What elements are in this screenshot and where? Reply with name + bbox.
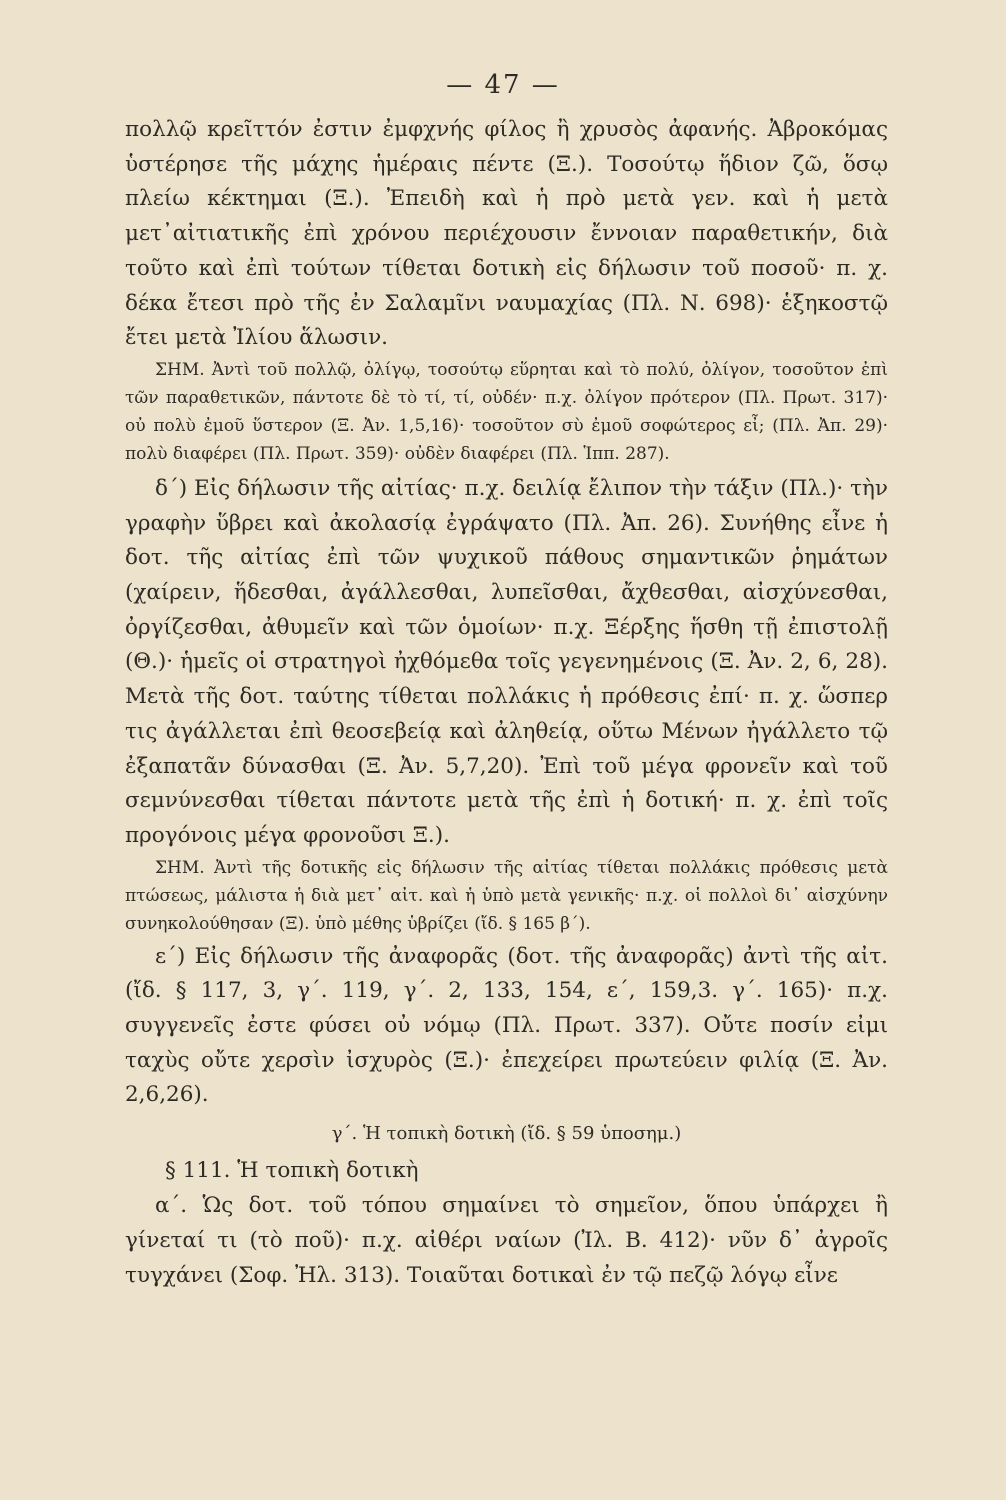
note-cause: ΣΗΜ. Ἀντὶ τῆς δοτικῆς εἰς δήλωσιν τῆς αἰτίας τίθεται πολλάκις πρόθεσις μετὰ πτώσεως, μάλιστα ἡ διὰ μετ᾽ αἰτ. καὶ ἡ ὑπὸ μετὰ γενικῆς· π.χ. οἱ πολλοὶ δι᾽ αἰσχύνην συνηκολούθησαν (Ξ). ὑπὸ μέθης ὑβρίζει (ἴδ. § 165 β΄). bbox=[125, 857, 888, 934]
paragraph-comparative-dative: πολλῷ κρεῖττόν ἐστιν ἐμφχνής φίλος ἢ χρυσὸς ἀφανής. Ἀβροκόμας ὑστέρησε τῆς μάχης ἡμέραις πέντε (Ξ.). Τοσούτῳ ἥδιον ζῶ, ὅσῳ πλείω κέκτημαι (Ξ.). Ἐπειδὴ καὶ ἡ πρὸ μετὰ γεν. καὶ ἡ μετὰ μετ᾽αἰτιατικῆς ἐπὶ χρόνου περιέχουσιν ἔννοιαν παραθετικήν, διὰ τοῦτο καὶ ἐπὶ τούτων τίθεται δοτικὴ εἰς δήλωσιν τοῦ ποσοῦ· π. χ. δέκα ἔτεσι πρὸ τῆς ἐν Σαλαμῖνι ναυμαχίας (Πλ. Ν. 698)· ἑξηκοστῷ ἔτει μετὰ Ἰλίου ἅλωσιν. bbox=[125, 117, 888, 351]
subheading-locative-dative: γ΄. Ἡ τοπικὴ δοτικὴ (ἴδ. § 59 ὑποσημ.) bbox=[331, 1123, 682, 1145]
note-comparative: ΣΗΜ. Ἀντὶ τοῦ πολλῷ, ὀλίγῳ, τοσούτῳ εὕρηται καὶ τὸ πολύ, ὀλίγον, τοσοῦτον ἐπὶ τῶν παραθετικῶν, πάντοτε δὲ τὸ τί, τί, οὐδέν· π.χ. ὀλίγον πρότερον (Πλ. Πρωτ. 317)· οὐ πολὺ ἐμοῦ ὕστερον (Ξ. Ἀν. 1,5,16)· τοσοῦτον σὺ ἐμοῦ σοφώτερος εἶ; (Πλ. Ἀπ. 29)· πολὺ διαφέρει (Πλ. Πρωτ. 359)· οὐδὲν διαφέρει (Πλ. Ἱππ. 287). bbox=[125, 359, 888, 464]
section-title: § 111. Ἡ τοπικὴ δοτικὴ bbox=[165, 1158, 419, 1184]
paragraph-dative-of-cause: δ΄) Εἰς δήλωσιν τῆς αἰτίας· π.χ. δειλίᾳ ἔλιπον τὴν τάξιν (Πλ.)· τὴν γραφὴν ὕβρει καὶ ἀκολασίᾳ ἐγράψατο (Πλ. Ἀπ. 26). Συνήθης εἶνε ἡ δοτ. τῆς αἰτίας ἐπὶ τῶν ψυχικοῦ πάθους σημαντικῶν ῥημάτων (χαίρειν, ἥδεσθαι, ἀγάλλεσθαι, λυπεῖσθαι, ἄχθεσθαι, αἰσχύνεσθαι, ὀργίζεσθαι, ἀθυμεῖν καὶ τῶν ὁμοίων· π.χ. Ξέρξης ἥσθη τῇ ἐπιστολῇ (Θ.)· ἡμεῖς οἱ στρατηγοὶ ἠχθόμεθα τοῖς γεγενημένοις (Ξ. Ἀν. 2, 6, 28). Μετὰ τῆς δοτ. ταύτης τίθεται πολλάκις ἡ πρόθεσις ἐπί· π. χ. ὥσπερ τις ἀγάλλεται ἐπὶ θεοσεβείᾳ καὶ ἀληθείᾳ, οὕτω Μένων ἠγάλλετο τῷ ἐξαπατᾶν δύνασθαι (Ξ. Ἀν. 5,7,20). Ἐπὶ τοῦ μέγα φρονεῖν καὶ τοῦ σεμνύνεσθαι τίθεται πάντοτε μετὰ τῆς ἐπὶ ἡ δοτική· π. χ. ἐπὶ τοῖς προγόνοις μέγα φρονοῦσι Ξ.). bbox=[125, 475, 888, 848]
paragraph-locative: α΄. Ὡς δοτ. τοῦ τόπου σημαίνει τὸ σημεῖον, ὅπου ὑπάρχει ἢ γίνεταί τι (τὸ ποῦ)· π.χ. αἰθέρι ναίων (Ἰλ. Β. 412)· νῦν δ᾽ ἀγροῖς τυγχάνει (Σοφ. Ἠλ. 313). Τοιαῦται δοτικαὶ ἐν τῷ πεζῷ λόγῳ εἶνε bbox=[125, 1193, 888, 1288]
paragraph-dative-of-reference: ε΄) Εἰς δήλωσιν τῆς ἀναφορᾶς (δοτ. τῆς ἀναφορᾶς) ἀντὶ τῆς αἰτ. (ἴδ. § 117, 3, γ΄. 119, γ΄. 2, 133, 154, ε΄, 159,3. γ΄. 165)· π.χ. συγγενεῖς ἐστε φύσει οὐ νόμῳ (Πλ. Πρωτ. 337). Οὔτε ποσίν εἰμι ταχὺς οὔτε χερσὶν ἰσχυρὸς (Ξ.)· ἐπεχείρει πρωτεύειν φιλίᾳ (Ξ. Ἀν. 2,6,26). bbox=[125, 943, 888, 1108]
page-number: — 47 — bbox=[446, 70, 560, 100]
